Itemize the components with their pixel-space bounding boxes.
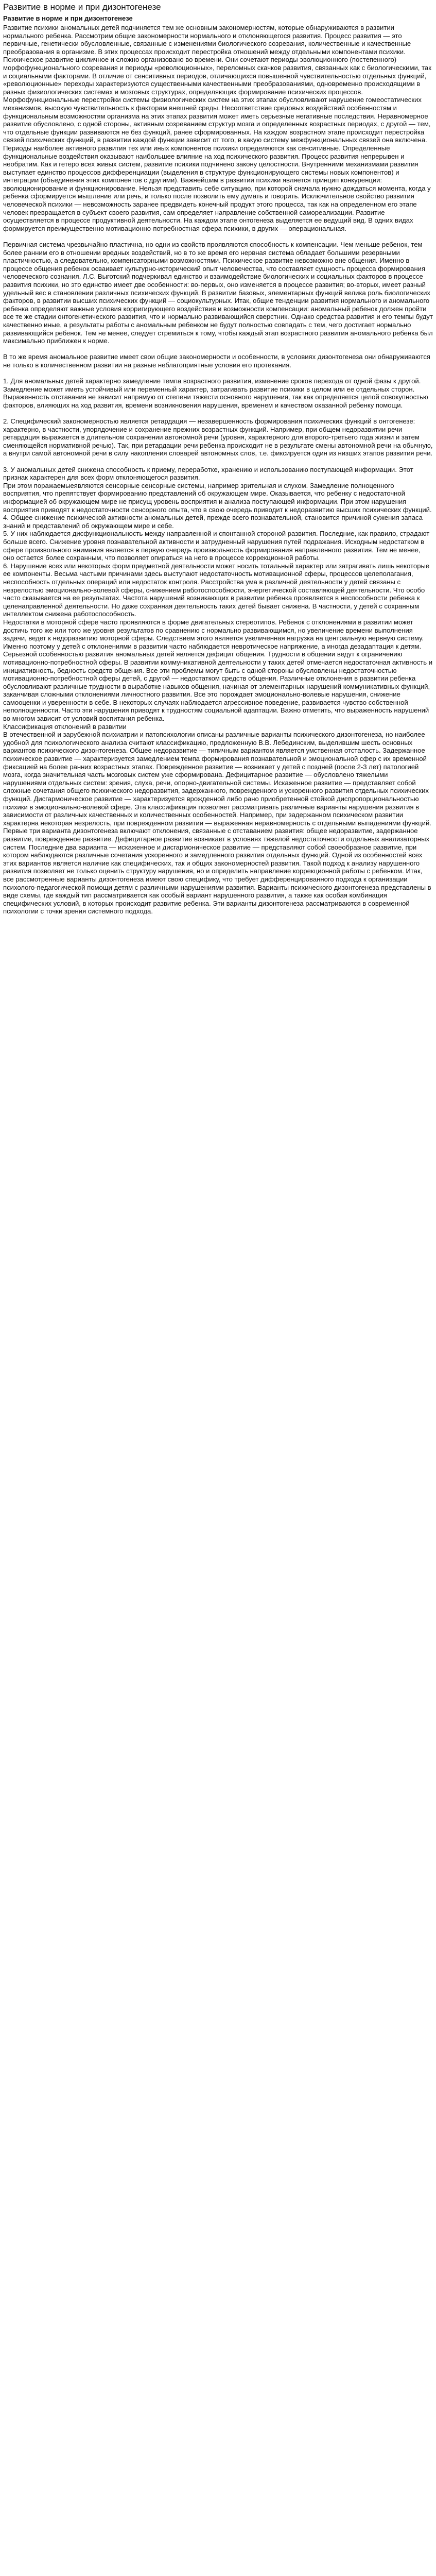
article-body <box>3 24 433 916</box>
paragraph-5: 2. Специфический закономерностью является ретардация — незавершенность формирования психических функций в онтогенезе: характерно, в частности, упорядочение и сохранение прежних возрастных функций. Например, при общем недоразвитии речи ретардация выражается в длительном сохранении автономной речи (уровня, характерного для второго-третьего года жизни и затем сменяющейся нормативной речью). Так, при ретардации речи ребенка происходит не в результате смены автономной речи на обычную, а внутри самой автономной речи в силу накопления словарей автономных слов, т.е. фиксируется один из низших этапов развития речи. <box>3 417 433 457</box>
paragraph-3: В то же время аномальное развитие имеет свои общие закономерности и особенности, в условиях дизонтогенеза они обнаруживаются не только в количественном развитии на разные неблагоприятные условия его протекания. <box>3 353 430 369</box>
paragraph-7: При этом поражаемыеявляются сенсорные сенсорные системы, например зрительная и слухом. Замедление полноценного восприятия, что препятствует формированию представлений об окружающем мире. Оказывается, что ребенку с недостаточной информацией об окружающем мире не присущ уровень восприятия и анализа поступающей информации. При этом нарушения восприятия приводят к недостаточности сенсорного опыта, что в свою очередь приводит к недоразвитию высших психических функций. <box>3 481 432 514</box>
paragraph-12: В отечественной и зарубежной психиатрии и патопсихологии описаны различные варианты психического дизонтогенеза, но наиболее удобной для психологического анализа считают классификацию, предложенную В.В. Лебединским, выделившим шесть основных вариантов психического дизонтогенеза. Общее недоразвитие — типичным вариантом является умственная отсталость. Задержанное психическое развитие — характеризуется замедлением темпа формирования познавательной и эмоциональной сфер с их временной фиксацией на более ранних возрастных этапах. Поврежденное развитие — возникает у детей с поздней (после 2-3 лет) патологией мозга, когда значительная часть мозговых систем уже сформирована. Дефицитарное развитие — обусловлено тяжелыми нарушениями отдельных систем: зрения, слуха, речи, опорно-двигательной системы. Искаженное развитие — представляет собой сложные сочетания общего психического недоразвития, задержанного, поврежденного и ускоренного развития отдельных психических функций. Дисгармоническое развитие — характеризуется врожденной либо рано приобретенной стойкой диспропорциональностью психики в эмоционально-волевой сфере. Эта классификация позволяет рассматривать различные варианты нарушения развития в зависимости от различных качественных и количественных особенностей. Например, при задержанном психическом развитии характерна некоторая незрелость, при поврежденном развитии — выраженная неравномерность с отдельными выпадениями функций. Первые три варианта дизонтогенеза включают отклонения, связанные с отставанием развития: общее недоразвитие, задержанное развитие, поврежденное развитие. Дефицитарное развитие возникает в условиях тяжелой недостаточности отдельных анализаторных систем. Последние два варианта — искаженное и дисгармоническое развитие — представляют собой своеобразное развитие, при котором наблюдаются различные сочетания ускоренного и замедленного развития отдельных функций. Одной из особенностей всех этих вариантов является наличие как специфических, так и общих закономерностей развития. Такой подход к анализу нарушенного развития позволяет не только оценить структуру нарушения, но и определить направление коррекционной работы с ребенком. Итак, все рассмотренные варианты дизонтогенеза имеют свою специфику, что требует дифференцированного подхода к организации психолого-педагогической помощи детям с различными нарушениями развития. Варианты психического дизонтогенеза представлены в виде схемы, где каждый тип рассматривается как особый вариант нарушенного развития, а также как особая комбинация специфических условий, в которых происходит развитие ребенка. Эти варианты дизонтогенеза рассматриваются в современной психологии с точки зрения системного подхода. <box>3 731 431 916</box>
document-page <box>0 0 436 916</box>
paragraph-10: 6. Нарушение всех или некоторых форм предметной деятельности может носить тотальный характер или затрагивать лишь некоторые ее компоненты. Весьма частыми причинами здесь выступают недостаточность мотивационной сферы, процессов целеполагания, неспособность отдельных операций или недостаток контроля. Расстройства ума в различной деятельности у детей связаны с незрелостью эмоционально-волевой сферы, снижением работоспособности, энергетической составляющей деятельности. Что особо часто сказывается на ее результатах. Частота нарушений возникающих в развитии ребенка проявляется в неспособности ребенка к целенаправленной деятельности. Но даже сохранная деятельность таких детей бывает снижена. В частности, у детей с сохранным интеллектом снижена работоспособность. <box>3 562 430 618</box>
paragraph-9: 5. У них наблюдается дисфункциональность между направленной и спонтанной стороной развития. Последние, как правило, страдают больше всего. Снижение уровня познавательной активности и затрудненный нарушения путей подражания. Исходным недостатком в сфере произвольного внимания является в первую очередь произвольность формирования направленного развития. Тем не менее, оно остается более сохранным, что позволяет опираться на него в процессе коррекционной работы. <box>3 530 430 562</box>
page-title: Развитие в норме и при дизонтогенезе <box>3 2 161 12</box>
paragraph-11: Недостатки в моторной сфере часто проявляются в форме двигательных стереотипов. Ребенок с отклонениями в развитии может достичь того же или того же уровня результатов по сравнению с нормально развивающимся, но увеличение времени выполнения задачи, ведет к недоразвитию моторной сферы. Следствием этого является увеличенная нагрузка на центральную нервную систему. Именно поэтому у детей с отклонениями в развитии часто наблюдается невротическое напряжение, а иногда дезадаптация к детям. Серьезной особенностью развития аномальных детей является дефицит общения. Трудности в общении ведут к ограничению мотивационно-потребностной сферы. В развитии коммуникативной деятельности у таких детей отмечается недостаточная активность и инициативность, бедность средств общения. Все эти проблемы могут быть с одной стороны обусловлены недостаточностью мотивационно-потребностной сферы детей, с другой — недостатком средств общения. Различные отклонения в развитии ребенка обусловливают различные трудности в выработке навыков общения, начиная от элементарных нарушений коммуникативных функций, заканчивая сложными отклонениями личностного развития. Все это порождает эмоционально-волевые нарушения, снижение самооценки и уверенности в себе. В некоторых случаях наблюдается агрессивное поведение, развивается чувство собственной неполноценности. Часто эти нарушения приводят к трудностям социальной адаптации. Важно отметить, что выраженность нарушений во многом зависит от условий воспитания ребенка. <box>3 618 433 723</box>
paragraph-4: 1. Для аномальных детей характерно замедление темпа возрастного развития, изменение сроков перехода от одной фазы к другой. Замедление может иметь устойчивый или переменный характер, затрагивать развитие психики в целом или ее отдельных сторон. Выраженность отставания не зависит напрямую от степени тяжести основного нарушения, так как определяется целой совокупностью факторов, влияющих на ход развития, времени возникновения нарушения, временем и качеством оказанной ребенку помощи. <box>3 377 428 409</box>
paragraph-2: Первичная система чрезвычайно пластична, но одни из свойств проявляются способность к компенсации. Чем меньше ребенок, тем более ранним его в отношении вредных воздействий, но в то же время его нервная система обладает большими резервными пластичностью, а следовательно, компенсаторными возможностями. Психическое развитие невозможно вне общения. Именно в процессе общения ребенок осваивает культурно-исторический опыт человечества, что составляет сущность процесса формирования человеческого сознания. Л.С. Выготский подчеркивал единство и взаимодействие биологических и социальных факторов в процессе развития психики, но это единство имеет две особенности: во-первых, оно изменяется в процессе развития; во-вторых, имеет разный удельный вес в становлении различных психических функций. В развитии базовых, элементарных функций велика роль биологических факторов, в развитии высших психических функций — социокультурных. Итак, общие тенденции развития нормального и аномального ребенка определяют важные условия корригирующего воздействия и возможности компенсации: аномальный ребенок должен пройти все те же стадии онтогенетического развития, что и нормально развивающийся сверстник. Однако средства развития и его темпы будут качественно иные, а результаты работы с аномальным ребенком не будут полностью совпадать с тем, чего достигает нормально развивающийся ребенок. Тем не менее, следует стремиться к тому, чтобы каждый этап возрастного развития аномального ребенка был максимально приближен к норме. <box>3 241 433 345</box>
paragraph-8: 4. Общее снижение психической активности аномальных детей, прежде всего познавательной, становится причиной сужения запаса знаний и представлений об окружающем мире и себе. <box>3 514 423 530</box>
paragraph-6: 3. У аномальных детей снижена способность к приему, переработке, хранению и использованию поступающей информации. Этот признак характерен для всех форм отклоняющегося развития. <box>3 465 413 482</box>
paragraph-1: Развитие психики аномальных детей подчиняется тем же основным закономерностям, которые обнаруживаются в развитии нормального ребенка. Рассмотрим общие закономерности нормального и отклоняющегося развития. Процесс развития — это первичные, генетически обусловленные, связанные с изменениями биологического созревания, количественные и качественные преобразования в организме. В этих процессах происходит перестройка отношений между отдельными компонентами психики. Психическое развитие цикличное и сложно организовано во времени. Они сочетают периоды эволюционного (постепенного) морфофункционального созревания и периоды «революционных», переломных скачков развития, связанных как с биологическими, так и социальными факторами. В отличие от сенситивных периодов, отличающихся повышенной чувствительностью отдельных функций, «революционные» переходы характеризуются существенными качественными преобразованиями, одновременно происходящими в разных физиологических системах и мозговых структурах, определяющих формирование психических процессов. Морфофункциональные перестройки системы физиологических систем на этих этапах обусловливают нарушение гомеостатических механизмов, высокую чувствительность к факторам внешней среды. Несоответствие средовых воздействий особенностям и функциональным возможностям организма на этих этапах развития может иметь серьезные негативные последствия. Неравномерное развитие обусловлено, с одной стороны, активным созреванием структур мозга и определенных возрастных периодах, с другой — тем, что отдельные функции развиваются не без функций, ранее сформированных. На каждом возрастном этапе происходит перестройка связей психических функций, в развитии каждой функции зависит от того, в какую систему межфункциональных связей она включена. Периоды наиболее активного развития тех или иных компонентов психики определяются как сенситивные. Определенные функциональные воздействия оказывают наибольшее влияние на ход психического развития. Процесс развития непрерывен и необратим. Как и гетеро всех живых систем, развитие психики подчинено закону целостности. Внутренними механизмами развития выступает единство процессов дифференциации (выделения в структуре функционирующего системы новых компонентов) и интеграции (объединения этих компонентов с другими). Важнейшим в развитии психики является принцип конкуренции: эволюционирование и функционирование. Нельзя представить себе ситуацию, при которой сначала нужно дождаться момента, когда у ребенка сформируется мышление или речь, и только после позволить ему думать и говорить. Исключительное свойство развития человеческой психики — невозможность заранее предвидеть конечный продукт этого процесса, так как на определенном его этапе человек превращается в субъект своего развития, сам определяет направление собственной самореализации. Развитие осуществляется в процессе продуктивной деятельности. На каждом этапе онтогенеза выделяется ее ведущий вид. В одних видах формируется преимущественно мотивационно-потребностная сфера психики, в других — операциональная. <box>3 24 431 232</box>
subheading-classification: Классификация отклонений в развитии <box>3 722 127 731</box>
section-heading: Развитие в норме и при дизонтогенезе <box>3 14 133 22</box>
